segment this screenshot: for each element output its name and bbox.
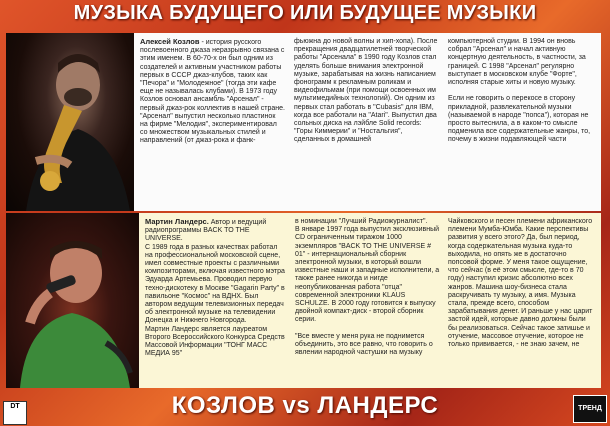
publisher-logo: DT (3, 401, 27, 425)
landers-column-1 (145, 218, 285, 358)
landers-photo (6, 213, 139, 388)
kozlov-column-1 (140, 38, 285, 146)
landers-article (139, 213, 601, 388)
landers-column-3: Чайковского и песен племени африканского племени Мумба-Юмба. Какие перспективы развития у всего этого? Да, был период, когда содержательная музыка куда-то выходила, но опять же в достаточно попсовой форме. У меня такое ощущение, что сейчас (в её этом смысле, где-то в 70 году) наступил кризис абсолютно всех жанров. Машина шоу-бизнеса стала раскручивать ту музыку, а имя. Музыка стала, прежде всего, способом зарабатывания денег. И раньше у нас царит застой идей, которые давно должны были бы реализоваться. Сейчас такое затишье и отучение, массовое отучение, которое не только прививается, - не знаю зачем, не (448, 218, 593, 349)
kozlov-article (134, 33, 601, 211)
landers-bio-text: Автор и ведущий радиопрограммы BACK TO THE UNIVERSE. С 1989 года в разных качествах работал на профессиональной московской сцене, имел совместные проекты с различными композиторами, включая известного мэтра Эдуарда Артемьева. Проводил первую техно-дискотеку в Москве "Gagarin Party" в павильоне "Космос" на ВДНХ. Был автором ведущим телевизионных передач об электронной музыке на телевидении Донецка и Нижнего Новгорода. Мартин Ландерс является лауреатом Второго Всероссийского Конкурса Средств Массовой Информации "ТОНГ МАСС МЕДИА 95" (145, 219, 285, 358)
landers-column-2: в номинации "Лучший Радиожурналист". В январе 1997 года выпустил эксклюзивный CD ограниченным тиражом 1000 экземпляров "BACK TO THE UNIVERSE # 01" - интернациональный сборник электронной музыки, в который вошли известные наши и западные исполнители, а также ранее никогда и нигде неопубликованная работа "отца" современной электроники KLAUS SCHULZE. В 2000 году готовится к выпуску двойной компакт-диск - второй сборник серии. "Все вместе у меня рука не поднимется объединить, это все равно, что говорить о явлении народной частушки на музыку (295, 218, 440, 357)
versus-title: КОЗЛОВ vs ЛАНДЕРС (171, 392, 439, 419)
landers-name: Мартин Ландерс. (145, 217, 209, 226)
kozlov-photo (6, 33, 134, 211)
kozlov-bio-text: - история русского послевоенного джаза неразрывно связана с этим именем. В 60-70-х он был одним из создателей и активным участником работы первых в СССР джаз-клубов, таких как "Печора" и "Молодежное" (тогда эти кафе еще не называлась клубами). В 1973 году Козлов основал ансамбль "Арсенал" - первый джаз-рок коллектив в нашей стране. "Арсенал" выпустил несколько пластинок на фирме "Мелодия", экспериментировал со множеством музыкальных стилей и направлений (от джаз-рока и фанк- (140, 39, 285, 145)
kozlov-column-2: фьюжна до новой волны и хип-хопа). После прекращения двадцатилетней творческой работы "Арсенала" в 1990 году Козлов стал уделять больше внимания электронной музыке, зарабатывая на жизнь написанием фонограмм к рекламным роликам и видеофильмам (при помощи освоенных им мультимедийных технологий). Он одним из первых стал работать в "Cubasis" для IBM, когда все работали на "Atari". Выпустил два сольных диска на лэйбле Solid records: "Горы Киммерии" и "Ностальгия", сделанных в домашней (294, 38, 438, 144)
kozlov-column-3: компьютерной студии. В 1994 он вновь собрал "Арсенал" и начал активную концертную деятельность, в частности, за границей. С 1998 "Арсенал" регулярно выступает в московском клубе "Форте", исполняя старые хиты и новую музыку. Если не говорить о перекосе в сторону прикладной, развлекательной музыки (называемой в народе "попса"), которая не просто вытеснила, а в каком-то смысле подменила все содержательные жанры, то, почему в жизни подавляющей части (448, 38, 591, 144)
kozlov-name: Алексей Козлов (140, 37, 200, 46)
trend-logo: ТРЕНД (573, 395, 607, 423)
page-title: МУЗЫКА БУДУЩЕГО ИЛИ БУДУЩЕЕ МУЗЫКИ (73, 2, 537, 24)
